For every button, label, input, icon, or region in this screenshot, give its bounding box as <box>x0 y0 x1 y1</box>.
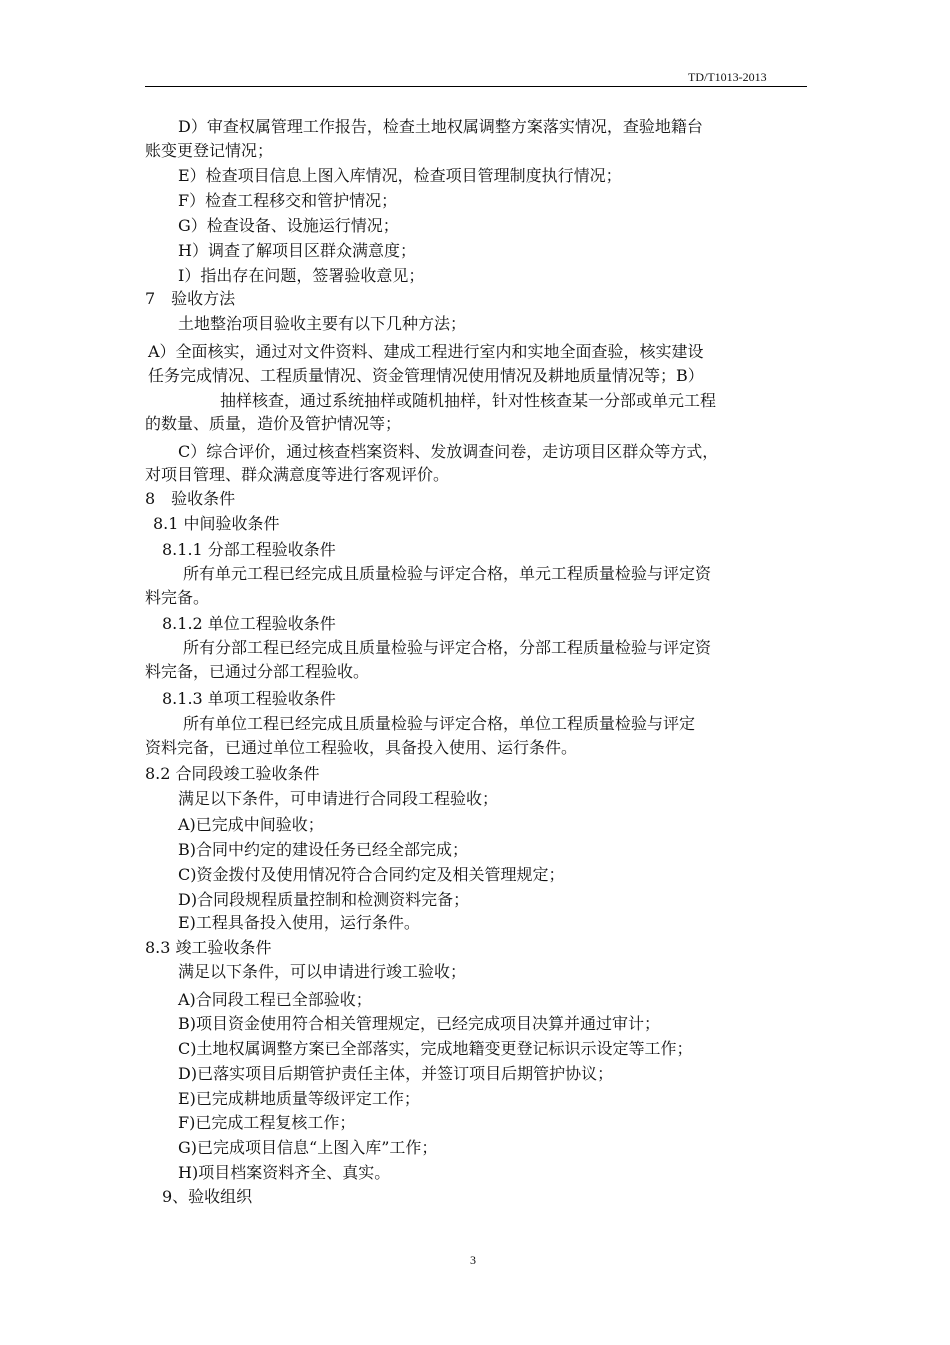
list-item: H)项目档案资料齐全、真实。 <box>178 1163 391 1182</box>
section-heading: 7 验收方法 <box>145 289 236 308</box>
text-line: 满足以下条件，可申请进行合同段工程验收； <box>178 789 499 808</box>
list-item: A)已完成中间验收； <box>178 815 324 834</box>
list-item: A)合同段工程已全部验收； <box>178 990 372 1009</box>
list-item: D)合同段规程质量控制和检测资料完备； <box>178 890 470 909</box>
text-line: 土地整治项目验收主要有以下几种方法； <box>178 314 467 333</box>
list-item: D)已落实项目后期管护责任主体，并签订项目后期管护协议； <box>178 1064 614 1083</box>
document-code: TD/T1013-2013 <box>688 70 767 84</box>
text-line: 资料完备，已通过单位工程验收，具备投入使用、运行条件。 <box>145 738 578 757</box>
list-item: C)资金拨付及使用情况符合合同约定及相关管理规定； <box>178 865 565 884</box>
text-line: 抽样核查，通过系统抽样或随机抽样，针对性核查某一分部或单元工程 <box>220 391 717 410</box>
text-line: A）全面核实，通过对文件资料、建成工程进行室内和实地全面查验，核实建设 <box>148 342 704 361</box>
text-line: D）审查权属管理工作报告，检查土地权属调整方案落实情况，查验地籍台 <box>178 117 703 136</box>
subsection-heading: 8.1.2 单位工程验收条件 <box>162 614 336 633</box>
subsection-heading: 8.3 竣工验收条件 <box>145 938 272 957</box>
subsection-heading: 8.1.1 分部工程验收条件 <box>162 540 336 559</box>
text-line: 的数量、质量，造价及管护情况等； <box>145 414 402 433</box>
section-heading: 9、验收组织 <box>162 1187 253 1206</box>
text-line: 所有单位工程已经完成且质量检验与评定合格，单位工程质量检验与评定 <box>183 714 696 733</box>
list-item: G)已完成项目信息“上图入库”工作； <box>178 1138 438 1157</box>
text-line: 料完备。 <box>145 588 210 607</box>
list-item: E)已完成耕地质量等级评定工作； <box>178 1089 420 1108</box>
list-item: B)合同中约定的建设任务已经全部完成； <box>178 840 469 859</box>
list-item: B)项目资金使用符合相关管理规定，已经完成项目决算并通过审计； <box>178 1014 661 1033</box>
text-line: 对项目管理、群众满意度等进行客观评价。 <box>145 465 450 484</box>
subsection-heading: 8.2 合同段竣工验收条件 <box>145 764 320 783</box>
list-item: F)已完成工程复核工作； <box>178 1113 356 1132</box>
text-line: 所有单元工程已经完成且质量检验与评定合格，单元工程质量检验与评定资 <box>183 564 712 583</box>
list-item: C)土地权属调整方案已全部落实，完成地籍变更登记标识示设定等工作； <box>178 1039 693 1058</box>
page-number: 3 <box>470 1253 476 1267</box>
subsection-heading: 8.1 中间验收条件 <box>153 514 280 533</box>
text-line: G）检查设备、设施运行情况； <box>178 216 399 235</box>
text-line: F）检查工程移交和管护情况； <box>178 191 398 210</box>
text-line: H）调查了解项目区群众满意度； <box>178 241 416 260</box>
text-line: 任务完成情况、工程质量情况、资金管理情况使用情况及耕地质量情况等；B） <box>148 366 704 385</box>
text-line: I）指出存在问题，签署验收意见； <box>178 266 425 285</box>
text-line: 料完备，已通过分部工程验收。 <box>145 662 370 681</box>
text-line: C）综合评价，通过核查档案资料、发放调查问卷，走访项目区群众等方式， <box>178 442 719 461</box>
section-heading: 8 验收条件 <box>145 489 236 508</box>
text-line: E）检查项目信息上图入库情况，检查项目管理制度执行情况； <box>178 166 622 185</box>
text-line: 满足以下条件，可以申请进行竣工验收； <box>178 962 467 981</box>
text-line: 账变更登记情况； <box>145 141 274 160</box>
text-line: 所有分部工程已经完成且质量检验与评定合格，分部工程质量检验与评定资 <box>183 638 712 657</box>
subsection-heading: 8.1.3 单项工程验收条件 <box>162 689 336 708</box>
header-rule <box>145 86 807 87</box>
list-item: E)工程具备投入使用，运行条件。 <box>178 913 420 932</box>
